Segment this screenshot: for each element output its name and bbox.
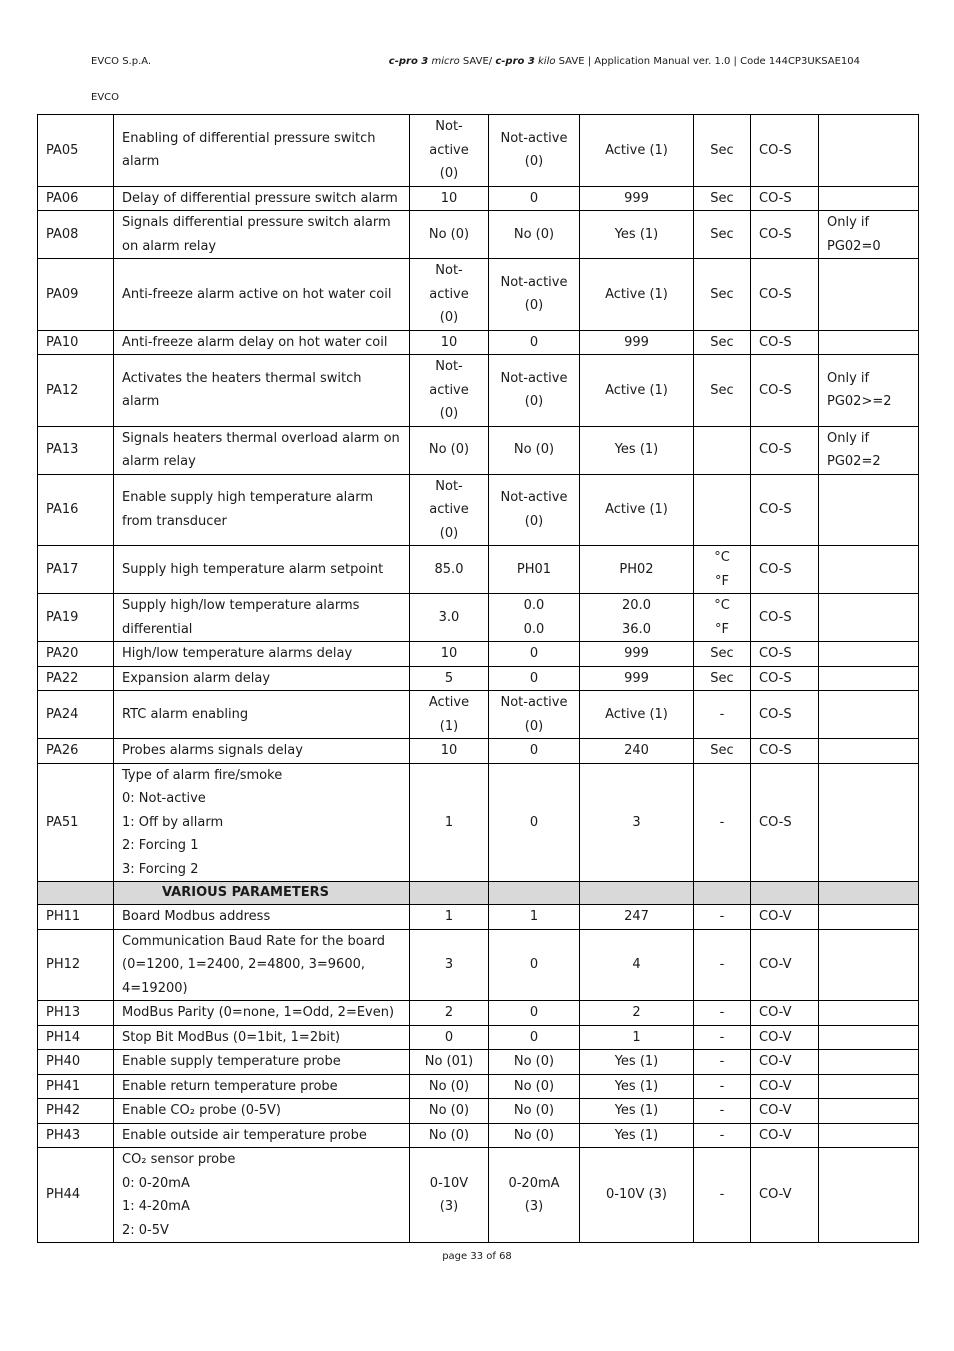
param-note bbox=[819, 763, 919, 882]
param-code: PA08 bbox=[38, 211, 114, 259]
table-row bbox=[38, 905, 919, 930]
param-code: PA09 bbox=[38, 259, 114, 331]
param-level: CO-V bbox=[751, 1050, 819, 1075]
param-description: RTC alarm enabling bbox=[114, 691, 410, 739]
param-max: Active (1) bbox=[580, 259, 694, 331]
param-min: PH01 bbox=[489, 546, 580, 594]
param-max: 2 bbox=[580, 1001, 694, 1026]
table-row bbox=[38, 474, 919, 546]
param-min: 0 bbox=[489, 330, 580, 355]
section-empty-cell bbox=[489, 882, 580, 905]
param-level: CO-S bbox=[751, 426, 819, 474]
param-min: 0 bbox=[489, 666, 580, 691]
param-description: Type of alarm fire/smoke 0: Not-active 1: Off by allarm 2: Forcing 1 3: Forcing 2 bbox=[114, 763, 410, 882]
param-note bbox=[819, 546, 919, 594]
param-description: Signals heaters thermal overload alarm on alarm relay bbox=[114, 426, 410, 474]
param-min: 1 bbox=[489, 905, 580, 930]
param-default: 0-10V (3) bbox=[410, 1148, 489, 1243]
param-max: Yes (1) bbox=[580, 1050, 694, 1075]
param-min: No (0) bbox=[489, 211, 580, 259]
param-default: 0 bbox=[410, 1025, 489, 1050]
param-description: Anti-freeze alarm delay on hot water coil bbox=[114, 330, 410, 355]
param-level: CO-S bbox=[751, 739, 819, 764]
table-row bbox=[38, 642, 919, 667]
header-separator: SAVE/ bbox=[459, 56, 496, 67]
param-code: PH41 bbox=[38, 1074, 114, 1099]
param-level: CO-V bbox=[751, 1148, 819, 1243]
param-description: Enable outside air temperature probe bbox=[114, 1123, 410, 1148]
param-level: CO-S bbox=[751, 546, 819, 594]
table-row bbox=[38, 211, 919, 259]
section-empty-cell bbox=[38, 882, 114, 905]
param-min: No (0) bbox=[489, 1099, 580, 1124]
param-level: CO-V bbox=[751, 1074, 819, 1099]
param-level: CO-S bbox=[751, 594, 819, 642]
param-note bbox=[819, 1001, 919, 1026]
param-level: CO-V bbox=[751, 1001, 819, 1026]
param-description: High/low temperature alarms delay bbox=[114, 642, 410, 667]
parameters-table-body bbox=[38, 115, 919, 1243]
param-note: Only if PG02=2 bbox=[819, 426, 919, 474]
param-unit: - bbox=[694, 1099, 751, 1124]
param-note bbox=[819, 666, 919, 691]
param-level: CO-V bbox=[751, 905, 819, 930]
param-default: No (0) bbox=[410, 211, 489, 259]
param-level: CO-V bbox=[751, 1099, 819, 1124]
param-description: Anti-freeze alarm active on hot water coil bbox=[114, 259, 410, 331]
section-empty-cell bbox=[694, 882, 751, 905]
product-variant: micro bbox=[431, 56, 460, 67]
param-min: No (0) bbox=[489, 426, 580, 474]
param-default: 10 bbox=[410, 330, 489, 355]
param-level: CO-S bbox=[751, 355, 819, 427]
param-default: 5 bbox=[410, 666, 489, 691]
param-description: Signals differential pressure switch alarm on alarm relay bbox=[114, 211, 410, 259]
table-row bbox=[38, 1148, 919, 1243]
section-title: VARIOUS PARAMETERS bbox=[114, 882, 410, 905]
param-min: No (0) bbox=[489, 1123, 580, 1148]
param-description: Communication Baud Rate for the board (0=1200, 1=2400, 2=4800, 3=9600, 4=19200) bbox=[114, 929, 410, 1001]
param-code: PA22 bbox=[38, 666, 114, 691]
param-level: CO-S bbox=[751, 666, 819, 691]
param-min: 0 bbox=[489, 1001, 580, 1026]
param-min: 0 bbox=[489, 642, 580, 667]
param-default: Not- active (0) bbox=[410, 115, 489, 187]
param-level: CO-V bbox=[751, 1123, 819, 1148]
param-default: No (01) bbox=[410, 1050, 489, 1075]
param-code: PA17 bbox=[38, 546, 114, 594]
table-row bbox=[38, 1001, 919, 1026]
param-default: Active (1) bbox=[410, 691, 489, 739]
param-note bbox=[819, 929, 919, 1001]
param-unit: - bbox=[694, 1148, 751, 1243]
table-row bbox=[38, 666, 919, 691]
param-min: 0 bbox=[489, 1025, 580, 1050]
param-unit: Sec bbox=[694, 642, 751, 667]
param-level: CO-S bbox=[751, 642, 819, 667]
param-description: Enable supply temperature probe bbox=[114, 1050, 410, 1075]
param-default: Not- active (0) bbox=[410, 474, 489, 546]
param-max: Yes (1) bbox=[580, 426, 694, 474]
param-code: PH44 bbox=[38, 1148, 114, 1243]
param-note bbox=[819, 642, 919, 667]
param-max: 999 bbox=[580, 666, 694, 691]
param-note bbox=[819, 1050, 919, 1075]
table-row bbox=[38, 1025, 919, 1050]
table-row bbox=[38, 330, 919, 355]
param-default: Not- active (0) bbox=[410, 259, 489, 331]
param-min: Not-active (0) bbox=[489, 115, 580, 187]
param-unit: - bbox=[694, 929, 751, 1001]
param-max: 4 bbox=[580, 929, 694, 1001]
param-min: Not-active (0) bbox=[489, 355, 580, 427]
param-unit: Sec bbox=[694, 115, 751, 187]
header-company: EVCO S.p.A. bbox=[91, 56, 152, 67]
param-max: Active (1) bbox=[580, 474, 694, 546]
param-default: 3 bbox=[410, 929, 489, 1001]
param-code: PA05 bbox=[38, 115, 114, 187]
param-default: 3.0 bbox=[410, 594, 489, 642]
param-unit: - bbox=[694, 1050, 751, 1075]
param-description: Delay of differential pressure switch alarm bbox=[114, 186, 410, 211]
param-code: PA24 bbox=[38, 691, 114, 739]
page-number: page 33 of 68 bbox=[442, 1251, 512, 1262]
section-empty-cell bbox=[580, 882, 694, 905]
param-min: 0-20mA (3) bbox=[489, 1148, 580, 1243]
param-level: CO-S bbox=[751, 691, 819, 739]
param-default: 2 bbox=[410, 1001, 489, 1026]
product-variant: kilo bbox=[538, 56, 556, 67]
table-row bbox=[38, 1099, 919, 1124]
param-default: Not- active (0) bbox=[410, 355, 489, 427]
param-description: Enable return temperature probe bbox=[114, 1074, 410, 1099]
param-unit: - bbox=[694, 1123, 751, 1148]
param-max: 3 bbox=[580, 763, 694, 882]
param-unit: Sec bbox=[694, 330, 751, 355]
param-min: Not-active (0) bbox=[489, 259, 580, 331]
param-note bbox=[819, 259, 919, 331]
param-max: 999 bbox=[580, 186, 694, 211]
param-default: 10 bbox=[410, 739, 489, 764]
header-document-title bbox=[389, 56, 860, 67]
param-note bbox=[819, 1123, 919, 1148]
param-note bbox=[819, 1074, 919, 1099]
param-min: 0 bbox=[489, 739, 580, 764]
param-max: 240 bbox=[580, 739, 694, 764]
param-max: PH02 bbox=[580, 546, 694, 594]
param-unit: - bbox=[694, 1074, 751, 1099]
param-max: Yes (1) bbox=[580, 1099, 694, 1124]
product-name: c-pro 3 bbox=[495, 56, 535, 67]
param-unit: - bbox=[694, 905, 751, 930]
param-code: PH11 bbox=[38, 905, 114, 930]
param-code: PH43 bbox=[38, 1123, 114, 1148]
param-max: 999 bbox=[580, 642, 694, 667]
param-note bbox=[819, 115, 919, 187]
param-description: Expansion alarm delay bbox=[114, 666, 410, 691]
param-code: PA19 bbox=[38, 594, 114, 642]
param-default: No (0) bbox=[410, 1123, 489, 1148]
param-unit: Sec bbox=[694, 666, 751, 691]
header-rest: SAVE | Application Manual ver. 1.0 | Code 144CP3UKSAE104 bbox=[555, 56, 860, 67]
param-note bbox=[819, 1025, 919, 1050]
param-code: PH14 bbox=[38, 1025, 114, 1050]
param-description: Supply high temperature alarm setpoint bbox=[114, 546, 410, 594]
param-max: 0-10V (3) bbox=[580, 1148, 694, 1243]
table-row bbox=[38, 115, 919, 187]
param-unit: °C °F bbox=[694, 594, 751, 642]
param-note bbox=[819, 1148, 919, 1243]
param-unit: - bbox=[694, 1001, 751, 1026]
param-unit: - bbox=[694, 691, 751, 739]
param-max: Active (1) bbox=[580, 691, 694, 739]
param-note: Only if PG02=0 bbox=[819, 211, 919, 259]
section-empty-cell bbox=[751, 882, 819, 905]
param-min: Not-active (0) bbox=[489, 691, 580, 739]
param-level: CO-S bbox=[751, 211, 819, 259]
param-code: PA16 bbox=[38, 474, 114, 546]
parameters-table bbox=[37, 114, 919, 1243]
table-row bbox=[38, 763, 919, 882]
param-code: PH40 bbox=[38, 1050, 114, 1075]
param-max: Yes (1) bbox=[580, 1123, 694, 1148]
param-note bbox=[819, 186, 919, 211]
param-code: PA20 bbox=[38, 642, 114, 667]
param-max: Yes (1) bbox=[580, 1074, 694, 1099]
param-description: Probes alarms signals delay bbox=[114, 739, 410, 764]
param-note bbox=[819, 594, 919, 642]
param-code: PH13 bbox=[38, 1001, 114, 1026]
param-unit: - bbox=[694, 1025, 751, 1050]
param-code: PA51 bbox=[38, 763, 114, 882]
param-description: ModBus Parity (0=none, 1=Odd, 2=Even) bbox=[114, 1001, 410, 1026]
param-max: Active (1) bbox=[580, 115, 694, 187]
param-default: No (0) bbox=[410, 1099, 489, 1124]
table-row bbox=[38, 426, 919, 474]
param-unit: - bbox=[694, 763, 751, 882]
param-code: PH12 bbox=[38, 929, 114, 1001]
param-default: 85.0 bbox=[410, 546, 489, 594]
param-unit: °C °F bbox=[694, 546, 751, 594]
param-note: Only if PG02>=2 bbox=[819, 355, 919, 427]
param-unit: Sec bbox=[694, 211, 751, 259]
table-row bbox=[38, 186, 919, 211]
param-max: Yes (1) bbox=[580, 211, 694, 259]
param-level: CO-S bbox=[751, 259, 819, 331]
param-note bbox=[819, 1099, 919, 1124]
param-level: CO-S bbox=[751, 186, 819, 211]
param-note bbox=[819, 330, 919, 355]
table-row bbox=[38, 546, 919, 594]
section-empty-cell bbox=[410, 882, 489, 905]
param-code: PA06 bbox=[38, 186, 114, 211]
section-empty-cell bbox=[819, 882, 919, 905]
param-max: 247 bbox=[580, 905, 694, 930]
param-unit bbox=[694, 426, 751, 474]
param-note bbox=[819, 905, 919, 930]
param-max: 20.0 36.0 bbox=[580, 594, 694, 642]
param-level: CO-S bbox=[751, 474, 819, 546]
param-level: CO-S bbox=[751, 763, 819, 882]
param-default: 10 bbox=[410, 642, 489, 667]
param-unit bbox=[694, 474, 751, 546]
param-min: No (0) bbox=[489, 1050, 580, 1075]
section-header-row bbox=[38, 882, 919, 905]
param-description: Stop Bit ModBus (0=1bit, 1=2bit) bbox=[114, 1025, 410, 1050]
param-code: PA26 bbox=[38, 739, 114, 764]
param-unit: Sec bbox=[694, 355, 751, 427]
param-level: CO-S bbox=[751, 330, 819, 355]
table-row bbox=[38, 739, 919, 764]
param-code: PA12 bbox=[38, 355, 114, 427]
table-row bbox=[38, 1050, 919, 1075]
param-min: Not-active (0) bbox=[489, 474, 580, 546]
param-level: CO-S bbox=[751, 115, 819, 187]
param-code: PA10 bbox=[38, 330, 114, 355]
param-min: No (0) bbox=[489, 1074, 580, 1099]
param-min: 0.0 0.0 bbox=[489, 594, 580, 642]
param-unit: Sec bbox=[694, 186, 751, 211]
param-level: CO-V bbox=[751, 1025, 819, 1050]
param-min: 0 bbox=[489, 929, 580, 1001]
param-note bbox=[819, 691, 919, 739]
table-row bbox=[38, 929, 919, 1001]
header-brand: EVCO bbox=[91, 92, 120, 103]
param-default: No (0) bbox=[410, 1074, 489, 1099]
param-max: 999 bbox=[580, 330, 694, 355]
table-row bbox=[38, 1123, 919, 1148]
param-default: 1 bbox=[410, 763, 489, 882]
param-min: 0 bbox=[489, 763, 580, 882]
table-row bbox=[38, 594, 919, 642]
param-default: No (0) bbox=[410, 426, 489, 474]
param-unit: Sec bbox=[694, 739, 751, 764]
param-note bbox=[819, 474, 919, 546]
product-name: c-pro 3 bbox=[388, 56, 429, 67]
param-description: Supply high/low temperature alarms differential bbox=[114, 594, 410, 642]
table-row bbox=[38, 1074, 919, 1099]
param-default: 1 bbox=[410, 905, 489, 930]
table-row bbox=[38, 691, 919, 739]
param-code: PA13 bbox=[38, 426, 114, 474]
table-row bbox=[38, 355, 919, 427]
param-unit: Sec bbox=[694, 259, 751, 331]
param-note bbox=[819, 739, 919, 764]
param-description: Enabling of differential pressure switch alarm bbox=[114, 115, 410, 187]
param-description: CO₂ sensor probe 0: 0-20mA 1: 4-20mA 2: 0-5V bbox=[114, 1148, 410, 1243]
param-code: PH42 bbox=[38, 1099, 114, 1124]
param-max: 1 bbox=[580, 1025, 694, 1050]
param-max: Active (1) bbox=[580, 355, 694, 427]
param-description: Enable CO₂ probe (0-5V) bbox=[114, 1099, 410, 1124]
param-description: Board Modbus address bbox=[114, 905, 410, 930]
param-default: 10 bbox=[410, 186, 489, 211]
table-row bbox=[38, 259, 919, 331]
param-description: Activates the heaters thermal switch alarm bbox=[114, 355, 410, 427]
param-description: Enable supply high temperature alarm from transducer bbox=[114, 474, 410, 546]
param-min: 0 bbox=[489, 186, 580, 211]
param-level: CO-V bbox=[751, 929, 819, 1001]
